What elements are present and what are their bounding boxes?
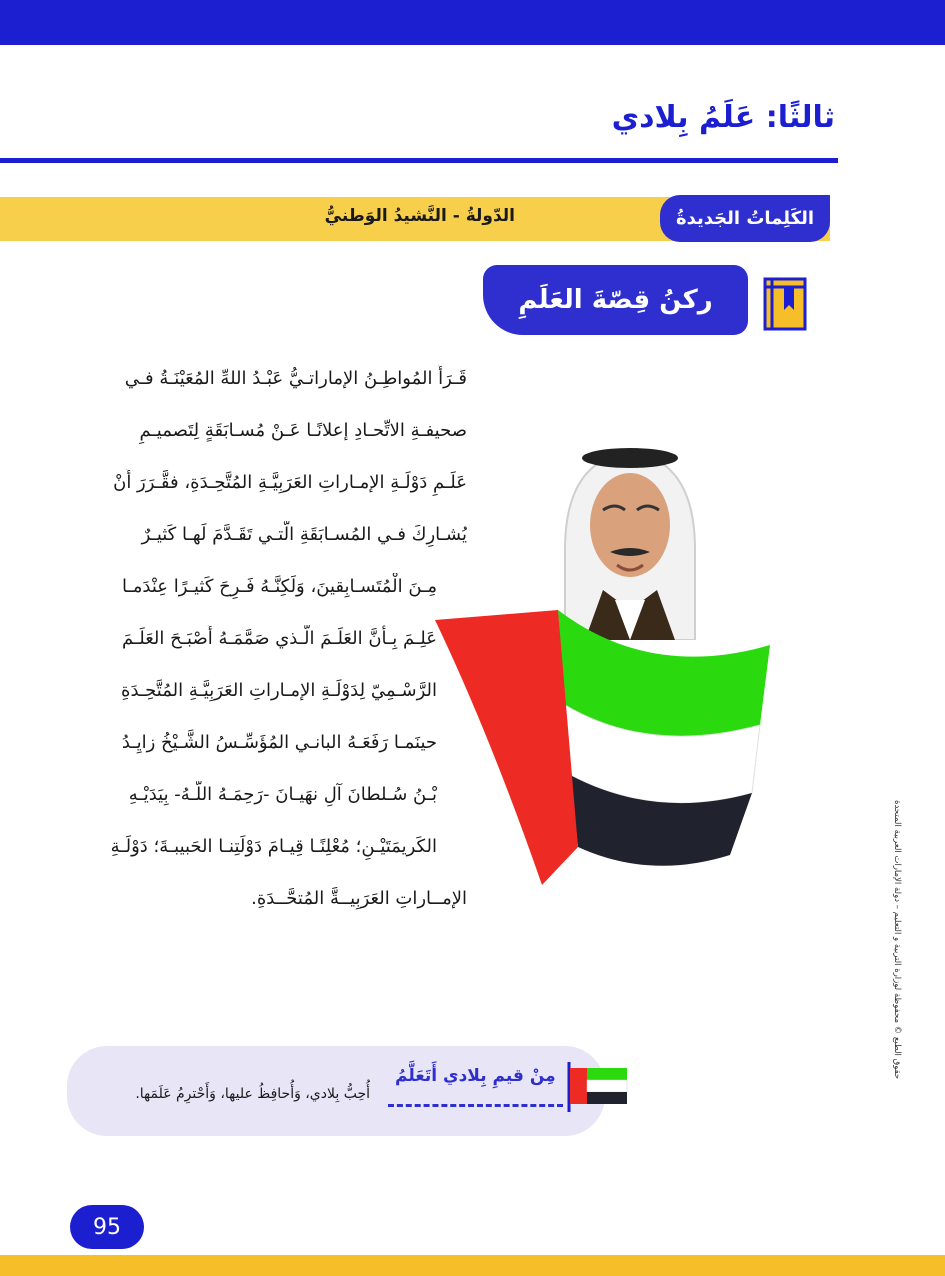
top-banner	[0, 0, 945, 45]
story-line: عَلِـمَ بِـأَنَّ العَلَـمَ الَّـذي صَمَّمَـهُ أَصْبَـحَ العَلَـمَ	[122, 628, 437, 649]
waving-flag-illustration	[430, 585, 780, 885]
story-line: مِـنَ الْمُتَسـابِقينَ، وَلَكِنَّـهُ فَـرِحَ كَثيـرًا عِنْدَمـا	[122, 576, 437, 597]
story-line: يُشـارِكَ فـي المُسـابَقَةِ الَّتـي تَقَـدَّمَ لَهـا كَثيـرٌ	[141, 524, 467, 545]
copyright-note: حقوق الطبع © محفوظة لوزارة التربية و التعليم – دولة الإمارات العربية المتحدة	[892, 800, 902, 1080]
story-line: قَـرَأَ المُواطِـنُ الإماراتـيُّ عَبْـدُ اللهِّ المُعَيْنَـةُ فـي	[124, 368, 467, 389]
page-title: ثالثًا: عَلَمُ بِلادي	[611, 100, 835, 135]
uae-flag-icon	[565, 1060, 630, 1112]
story-text	[67, 365, 467, 937]
page-number: 95	[70, 1205, 144, 1249]
story-line: حينَمـا رَفَعَـهُ البانـي المُؤَسِّـسُ الشَّـيْخُ زايِـدُ	[121, 732, 437, 753]
story-line: صحيفـةِ الاتِّحـادِ إعلانًـا عَـنْ مُسـابَقَةٍ لِتَصميـمِ	[139, 420, 467, 441]
story-line: الإمــاراتِ العَرَبِيــةَّ المُتحَّــدَةِ.	[251, 888, 467, 909]
bottom-banner	[0, 1255, 945, 1276]
section-title: ركنُ قِصّةَ العَلَمِ	[483, 265, 748, 335]
story-line: الرَّسْـمِيّ لِدَوْلَـةِ الإمـاراتِ العَرَبِيَّـةِ المُتَّحِـدَةِ	[121, 680, 437, 701]
story-line: بْـنُ سُـلطانَ آلِ نهَيـانَ -رَحِمَـهُ اللّـهُ- بِيَدَيْـهِ	[128, 784, 437, 805]
values-title: مِنْ قيمِ بِلادي أَتَعَلَّمُ	[395, 1066, 556, 1086]
vocabulary-words: الدّولةُ - النَّشيدُ الوَطنيُّ	[324, 206, 515, 226]
book-icon	[762, 276, 808, 332]
values-title-underline	[388, 1104, 563, 1107]
vocabulary-label: الكَلِماتُ الجَديدةُ	[660, 195, 830, 242]
story-line: عَلَـمِ دَوْلَـةِ الإمـاراتِ العَرَبِيَّـةِ المُتَّحِـدَةِ، فقَّـرَرَ أَنْ	[113, 472, 467, 493]
title-divider	[0, 158, 838, 163]
story-line: الكَريمَتَيْـنِ؛ مُعْلِنًـا قِيـامَ دَوْلَتِنـا الحَبيبـةَ؛ دَوْلَـةِ	[110, 836, 437, 857]
values-text: أُحِبُّ بِلادي، وَأُحافِظُ عليها، وَأَحْترِمُ عَلَمَها.	[135, 1086, 370, 1102]
